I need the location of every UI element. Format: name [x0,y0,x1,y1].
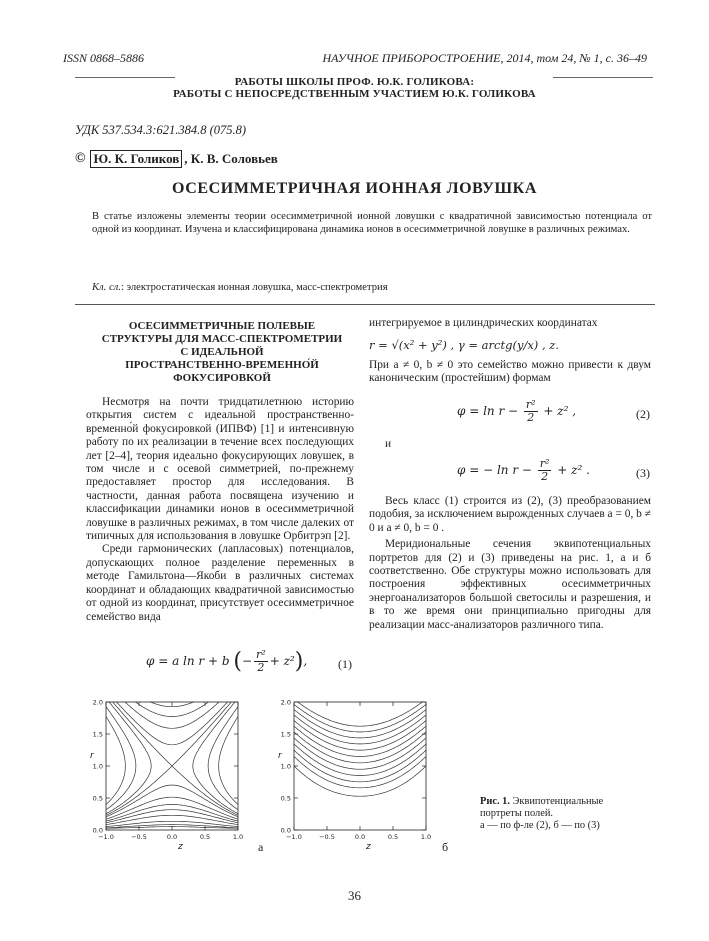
fraction [524,399,538,424]
section-heading-line: ФОКУСИРОВКОЙ [173,372,271,384]
plot-b [270,692,440,850]
figure-caption [480,796,640,832]
x-tick-label: 0.0 [354,833,366,841]
equation-lhs: φ = ln r − [457,404,519,418]
right-column [369,317,651,386]
left-column [86,396,354,624]
contour-line [294,756,426,787]
keywords-text: : электростатическая ионная ловушка, масс-спектрометрия [120,282,388,293]
contour-line [294,750,426,782]
equation-lhs: φ = − ln r − [457,463,532,477]
conjunction: и [385,438,392,450]
contour-line [294,766,426,796]
equation-tail: + z² , [543,404,577,418]
y-tick-label: 0.0 [280,826,291,835]
contours [294,702,426,796]
paragraph: Среди гармонических (лапласовых) потенциалов, допускающих полное разделение переменных в методе Гамильтона—Якоби в различных системах координат и обладающих квадратичной зависимостью от одной из координат, присутствует осесимметричное семейство вида [86,543,354,623]
coordinates-formula: r = √(x² + y²) , γ = arctg(y/x) , z. [369,338,559,353]
paragraph: Меридиональные сечения эквипотенциальных портретов для (2) и (3) приведены на рис. 1, а и б соответственно. Обе структуры можно использовать для построения эффективных осесимметричных энергоанализаторов большой светосилы и разрешения, и в то же время они принципиально пригодны для реализации масс-анализаторов различного типа. [369,538,651,631]
contour-line [106,702,238,821]
paragraph: Несмотря на почти тридцатилетнюю историю открытия систем с идеальной пространственно-временно́й фокусировкой (ИПВФ) [1] и интенсивную работу по их реализации в течение всех последующих лет [2–4], теория идеально фокусирующих ловушек, в том числе и с осевой симметрией, по-прежнему предоставляет простор для исследования. В частности, данная работа посвящена изучению и классификации динамики ионов в осесимметричной ловушке в различных режимах, в том числе далеких от типичных для использования в ловушке Орбитрэп [2]. [86,396,354,543]
contour-line [294,710,426,738]
x-tick-label: −0.5 [319,833,335,841]
x-tick-label: 0.0 [166,833,178,841]
abstract: В статье изложены элементы теории осесимметричной ионной ловушки с квадратичной зависимостью потенциала от одной из координат. Изучена и классифицирована динамика ионов в осесимметричной ловушке в различных режимах. [92,211,652,235]
y-tick-label: 2.0 [92,698,103,707]
y-tick-label: 1.0 [280,762,291,771]
section-heading-line: С ИДЕАЛЬНОЙ [180,346,264,358]
author-first: Ю. К. Голиков [90,150,182,168]
numerator: r² [525,398,536,411]
right-column-lower [369,495,651,632]
equation-2 [457,399,576,424]
series-title-1: РАБОТЫ ШКОЛЫ ПРОФ. Ю.К. ГОЛИКОВА: [234,76,475,88]
udk-code: УДК 537.534.3:621.384.8 (075.8) [75,123,247,137]
contour-line [106,821,238,826]
caption-title: Рис. 1. [480,796,510,807]
x-axis-label: z [366,842,371,850]
fraction [254,649,268,674]
contour-line [294,704,426,732]
x-tick-label: −0.5 [131,833,147,841]
contour-line [106,815,238,824]
copyright-sign: © [75,151,86,166]
y-axis-label: r [278,751,282,761]
x-tick-label: 1.0 [232,833,244,841]
section-heading [96,320,348,385]
contours [106,702,238,828]
denominator: 2 [527,411,535,424]
contour-line [294,721,426,751]
denominator: 2 [257,661,265,674]
plot-a [82,692,252,850]
y-tick-label: 0.0 [92,826,103,835]
y-axis-label: r [90,751,94,761]
section-heading-line: ПРОСТРАНСТВЕННО-ВРЕМЕННО́Й [125,359,319,371]
article-title: ОСЕСИММЕТРИЧНАЯ ИОННАЯ ЛОВУШКА [171,180,538,197]
equation-tail: + z² [269,654,295,668]
contour-line [294,744,426,776]
numerator: r² [256,648,266,661]
y-tick-label: 1.5 [280,730,291,739]
y-tick-label: 1.0 [92,762,103,771]
contour-line [294,715,426,744]
equation-1: φ = a ln r + b (− $\frac{\text{r²}}{2}$ + z²), [146,648,308,674]
y-tick-label: 0.5 [280,794,291,803]
x-tick-label: 0.5 [199,833,211,841]
series-title-2: РАБОТЫ С НЕПОСРЕДСТВЕННЫМ УЧАСТИЕМ Ю.К. ГОЛИКОВА [173,88,536,100]
page-number: 36 [348,888,361,903]
contour-line [294,726,426,756]
keywords-label: Кл. сл. [92,282,121,293]
figure-label-a: а [258,840,264,854]
x-tick-label: −1.0 [98,833,114,841]
contour-line [294,732,426,763]
section-heading-line: ОСЕСИММЕТРИЧНЫЕ ПОЛЕВЫЕ [128,320,316,332]
paragraph: При a ≠ 0, b ≠ 0 это семейство можно привести к двум каноническим (простейшим) формам [369,358,651,385]
author-rest: , К. В. Соловьев [184,151,278,166]
y-tick-label: 1.5 [92,730,103,739]
keywords [92,282,388,293]
figure-label-b: б [442,840,449,854]
equation-tail: + z² . [557,463,590,477]
equation-number: (1) [338,657,352,671]
contour-line [106,702,238,815]
denominator: 2 [541,470,549,483]
equation-number: (3) [636,466,650,480]
x-tick-label: −1.0 [286,833,302,841]
x-axis-label: z [178,842,183,850]
numerator: r² [539,457,550,470]
journal-citation: НАУЧНОЕ ПРИБОРОСТРОЕНИЕ, 2014, том 24, № 1, с. 36–49 [322,51,647,65]
caption-text: Эквипотенциальные портреты полей. [480,796,604,819]
x-tick-label: 0.5 [387,833,399,841]
equation-3 [457,458,590,483]
caption-line2: а — по ф-ле (2), б — по (3) [480,820,600,831]
equation-number: (2) [636,407,650,421]
contour-line [106,702,238,819]
contour-line [106,702,238,817]
issn: ISSN 0868–5886 [63,51,144,65]
authors [75,150,278,168]
paragraph: Весь класс (1) строится из (2), (3) преобразованием подобия, за исключением вырожденных случаев a = 0, b ≠ 0 и a ≠ 0, b = 0 . [369,495,651,534]
equation-lhs: φ = a ln r + b [146,654,230,668]
y-tick-label: 2.0 [280,698,291,707]
y-tick-label: 0.5 [92,794,103,803]
fraction [538,458,552,483]
separator [75,304,655,305]
section-heading-line: СТРУКТУРЫ ДЛЯ МАСС-СПЕКТРОМЕТРИИ [101,333,343,345]
contour-line [294,738,426,769]
paragraph: интегрируемое в цилиндрических координатах [369,317,598,329]
x-tick-label: 1.0 [420,833,432,841]
